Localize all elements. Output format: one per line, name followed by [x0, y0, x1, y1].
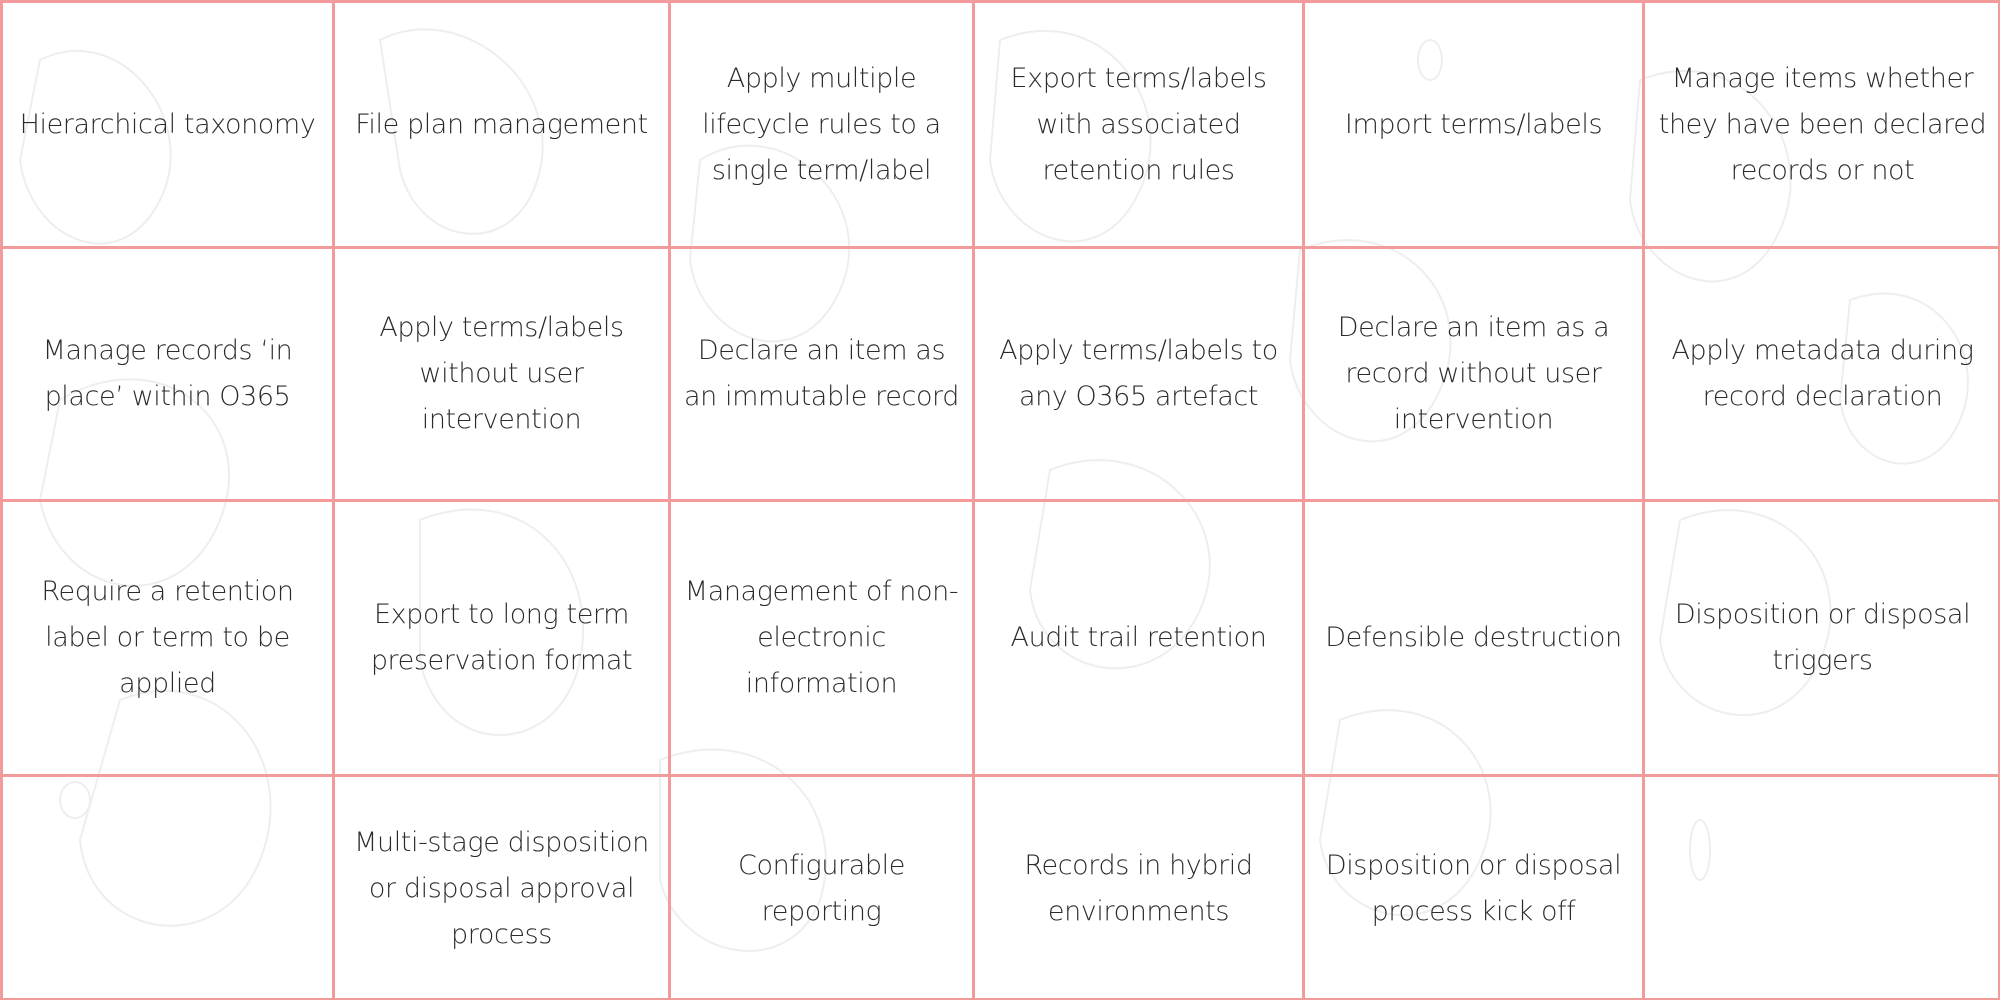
grid-cell	[332, 0, 668, 246]
feature-label: Require a retention label or term to be applied	[41, 576, 294, 699]
feature-label: Audit trail retention	[1010, 622, 1267, 653]
grid-cell	[1302, 499, 1642, 774]
grid-cell	[1302, 0, 1642, 246]
feature-label: Disposition or disposal triggers	[1674, 599, 1971, 676]
feature-label: Management of non-electronic information	[684, 576, 959, 699]
grid-cell	[332, 774, 668, 1000]
grid-cell-empty	[0, 774, 332, 1000]
grid-cell	[332, 246, 668, 499]
feature-label: Configurable reporting	[738, 849, 905, 927]
grid-cell	[1302, 246, 1642, 499]
grid-cell	[0, 0, 332, 246]
feature-label: Apply metadata during record declaration	[1671, 335, 1974, 412]
grid-cell	[0, 499, 332, 774]
grid-cell-empty	[1642, 774, 2000, 1000]
grid-cell	[332, 499, 668, 774]
grid-cell	[1302, 774, 1642, 1000]
feature-label: Import terms/labels	[1344, 108, 1603, 140]
feature-label: File plan management	[355, 108, 648, 140]
grid-cell	[668, 499, 972, 774]
grid-cell	[972, 499, 1302, 774]
feature-label: Declare an item as a record without user intervention	[1337, 312, 1610, 435]
grid-cell	[668, 246, 972, 499]
feature-label: Records in hybrid environments	[1024, 849, 1253, 927]
feature-label: Hierarchical taxonomy	[19, 108, 316, 140]
feature-label: Manage records ‘in place’ within O365	[42, 335, 293, 412]
feature-label: Multi-stage disposition or disposal approval process	[354, 826, 649, 950]
feature-label: Manage items whether they have been declared records or not	[1658, 62, 1987, 186]
grid-cell	[0, 246, 332, 499]
feature-label: Apply multiple lifecycle rules to a single term/label	[702, 62, 941, 186]
feature-label: Disposition or disposal process kick off	[1325, 849, 1622, 927]
grid-cell	[972, 774, 1302, 1000]
feature-label: Defensible destruction	[1325, 622, 1622, 653]
feature-label: Apply terms/labels to any O365 artefact	[999, 335, 1278, 412]
grid-cell	[1642, 0, 2000, 246]
feature-label: Declare an item as an immutable record	[683, 335, 960, 412]
grid-cell	[668, 0, 972, 246]
feature-label: Export terms/labels with associated retention rules	[1010, 62, 1267, 186]
grid-cell	[1642, 246, 2000, 499]
grid-cell	[668, 774, 972, 1000]
grid-cell	[1642, 499, 2000, 774]
grid-cell	[972, 246, 1302, 499]
feature-label: Export to long term preservation format	[370, 599, 633, 676]
feature-label: Apply terms/labels without user intervention	[379, 312, 624, 435]
grid-cell	[972, 0, 1302, 246]
